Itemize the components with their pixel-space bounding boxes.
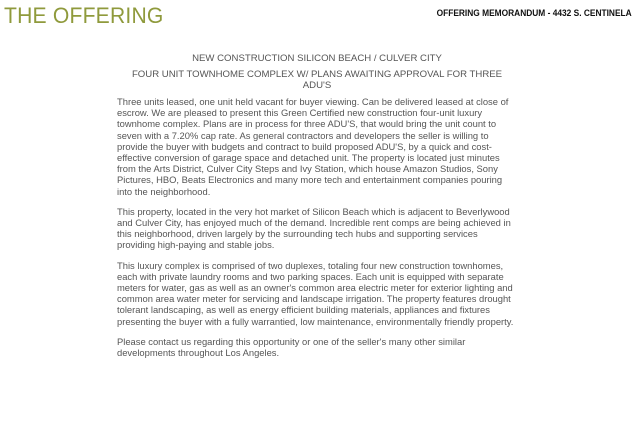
paragraph-location: This property, located in the very hot market of Silicon Beach which is adjacent to Beverlywood and Culver City, has enjoyed much of the demand. Incredible rent comps are being achieved in this neighborhood, driven largely by the surrounding tech hubs and supporting services providing high-paying and stable jobs. [117,205,511,251]
paragraph-overview: Three units leased, one unit held vacant for buyer viewing. Can be delivered leased at close of escrow. We are pleased to present this Green Certified new construction four-unit luxury townhome complex. Plans are in process for three ADU'S, that would bring the unit count to seven with a 7.20% cap rate. As general contractors and developers the seller is willing to provide the buyer with budgets and contract to build proposed ADU'S, by a quick and cost-effective conversion of garage space and detached unit. The property is located just minutes from the Arts District, Culver City Steps and Ivy Station, which house Amazon Studios, Sony Pictures, HBO, Beats Electronics and many more tech and entertainment companies pouring into the neighborhood. [117,96,509,197]
paragraph-contact: Please contact us regarding this opportunity or one of the seller's many other similar developments throughout Los Angeles. [117,335,466,359]
heading-new-construction: NEW CONSTRUCTION SILICON BEACH / CULVER CITY [192,53,442,64]
paragraph-features: This luxury complex is comprised of two duplexes, totaling four new construction townhomes, each with private laundry rooms and two parking spaces. Each unit is equipped with separate meters for water, gas as well as an owner's common area electric meter for exterior lighting and common area water meter for servicing and landscape irrigation. The property features drought tolerant landscaping, as well as energy efficient building materials, appliances and fixtures presenting the buyer with a fully warrantied, low maintenance, environmentally friendly property. [117,259,514,327]
heading-townhome-complex: FOUR UNIT TOWNHOME COMPLEX W/ PLANS AWAITING APPROVAL FOR THREE ADU'S [131,69,503,91]
offering-body [117,53,517,367]
page-title: THE OFFERING [4,3,164,28]
memorandum-label: OFFERING MEMORANDUM - 4432 S. CENTINELA [436,8,632,19]
